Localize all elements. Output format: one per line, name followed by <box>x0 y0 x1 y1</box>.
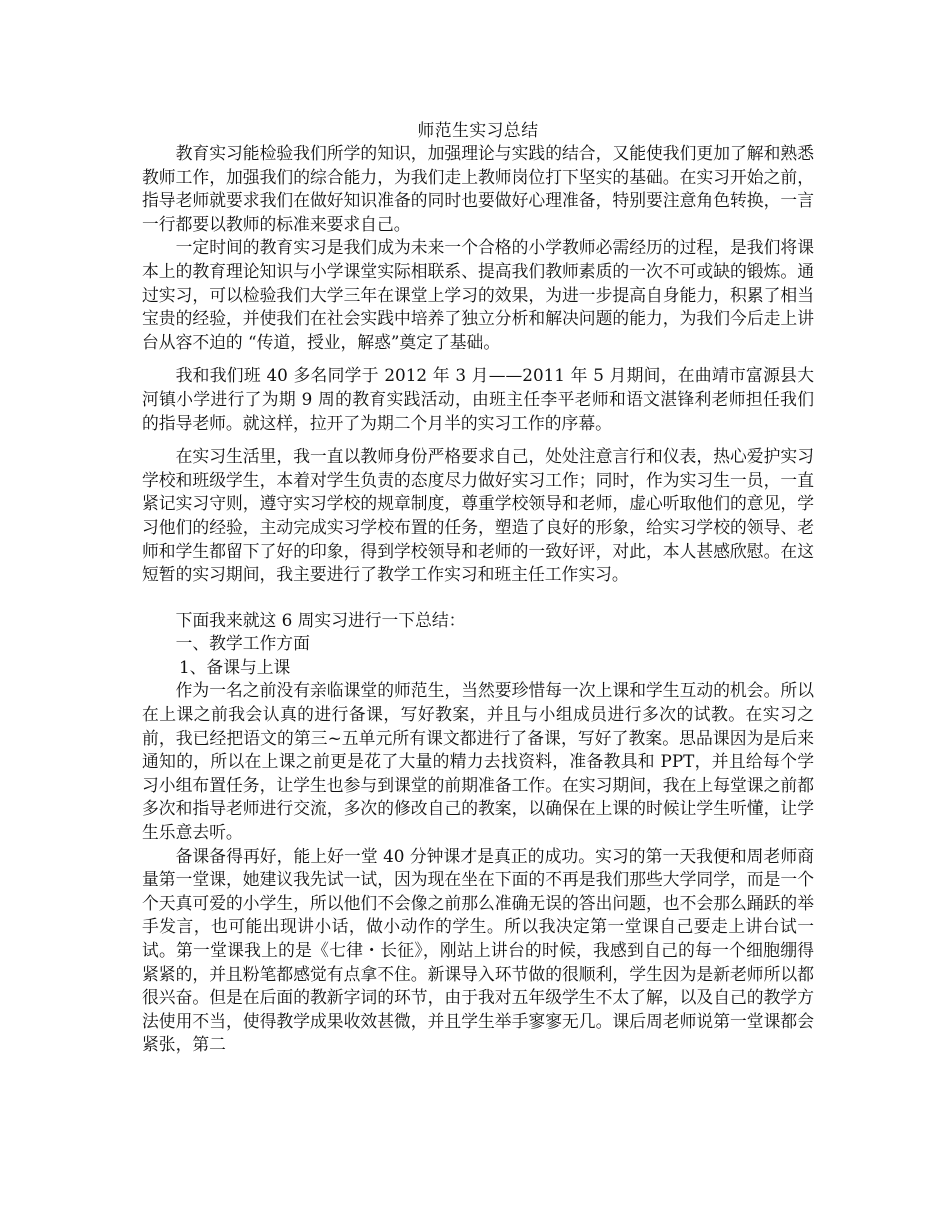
paragraph-3: 我和我们班 40 多名同学于 2012 年 3 月——2011 年 5 月期间，在曲靖市富源县大河镇小学进行了为期 9 周的教育实践活动，由班主任李平老师和语文湛锋利老师担任我们的指导老师。就这样，拉开了为期二个月半的实习工作的序幕。 <box>142 365 814 433</box>
paragraph-7: 备课备得再好，能上好一堂 40 分钟课才是真正的成功。实习的第一天我便和周老师商量第一堂课，她建议我先试一试，因为现在坐在下面的不再是我们那些大学同学，而是一个个天真可爱的小学生，所以他们不会像之前那么准确无误的答出问题，也不会那么踊跃的举手发言，也可能出现讲小话，做小动作的学生。所以我决定第一堂课自己要走上讲台试一试。第一堂课我上的是《七律・长征》，刚站上讲台的时候，我感到自己的每一个细胞绷得紧紧的，并且粉笔都感觉有点拿不住。新课导入环节做的很顺利，学生因为是新老师所以都很兴奋。但是在后面的教新字词的环节，由于我对五年级学生不太了解，以及自己的教学方法使用不当，使得教学成果收效甚微，并且学生举手寥寥无几。课后周老师说第一堂课都会紧张，第二 <box>142 845 814 1055</box>
document-title: 师范生实习总结 <box>417 120 539 140</box>
paragraph-5: 下面我来就这 6 周实习进行一下总结： <box>175 609 466 630</box>
paragraph-1: 教育实习能检验我们所学的知识，加强理论与实践的结合，又能使我们更加了解和熟悉教师工作，加强我们的综合能力，为我们走上教师岗位打下坚实的基础。在实习开始之前，指导老师就要求我们在做好知识准备的同时也要做好心理准备，特别要注意角色转换，一言一行都要以教师的标准来要求自己。 <box>142 143 814 234</box>
paragraph-2: 一定时间的教育实习是我们成为未来一个合格的小学教师必需经历的过程，是我们将课本上的教育理论知识与小学课堂实际相联系、提高我们教师素质的一次不可或缺的锻炼。通过实习，可以检验我们大学三年在课堂上学习的效果，为进一步提高自身能力，积累了相当宝贵的经验，并使我们在社会实践中培养了独立分析和解决问题的能力，为我们今后走上讲台从容不迫的 “传道，授业，解惑”奠定了基础。 <box>142 237 814 352</box>
subsection-heading: 1、备课与上课 <box>178 656 291 677</box>
paragraph-6: 作为一名之前没有亲临课堂的师范生，当然要珍惜每一次上课和学生互动的机会。所以在上课之前我会认真的进行备课，写好教案，并且与小组成员进行多次的试教。在实习之前，我已经把语文的第三~五单元所有课文都进行了备课，写好了教案。思品课因为是后来通知的，所以在上课之前更是花了大量的精力去找资料，准备教具和 PPT，并且给每个学习小组布置任务，让学生也参与到课堂的前期准备工作。在实习期间，我在上每堂课之前都多次和指导老师进行交流，多次的修改自己的教案，以确保在上课的时候让学生听懂，让学生乐意去听。 <box>142 680 814 843</box>
paragraph-4: 在实习生活里，我一直以教师身份严格要求自己，处处注意言行和仪表，热心爱护实习学校和班级学生，本着对学生负责的态度尽力做好实习工作；同时，作为实习生一员，一直紧记实习守则，遵守实习学校的规章制度，尊重学校领导和老师，虚心听取他们的意见，学习他们的经验，主动完成实习学校布置的任务，塑造了良好的形象，给实习学校的领导、老师和学生都留下了好的印象，得到学校领导和老师的一致好评，对此，本人甚感欣慰。在这短暂的实习期间，我主要进行了教学工作实习和班主任工作实习。 <box>142 446 814 585</box>
document-body <box>142 118 814 1057</box>
section-heading: 一、教学工作方面 <box>175 633 310 654</box>
